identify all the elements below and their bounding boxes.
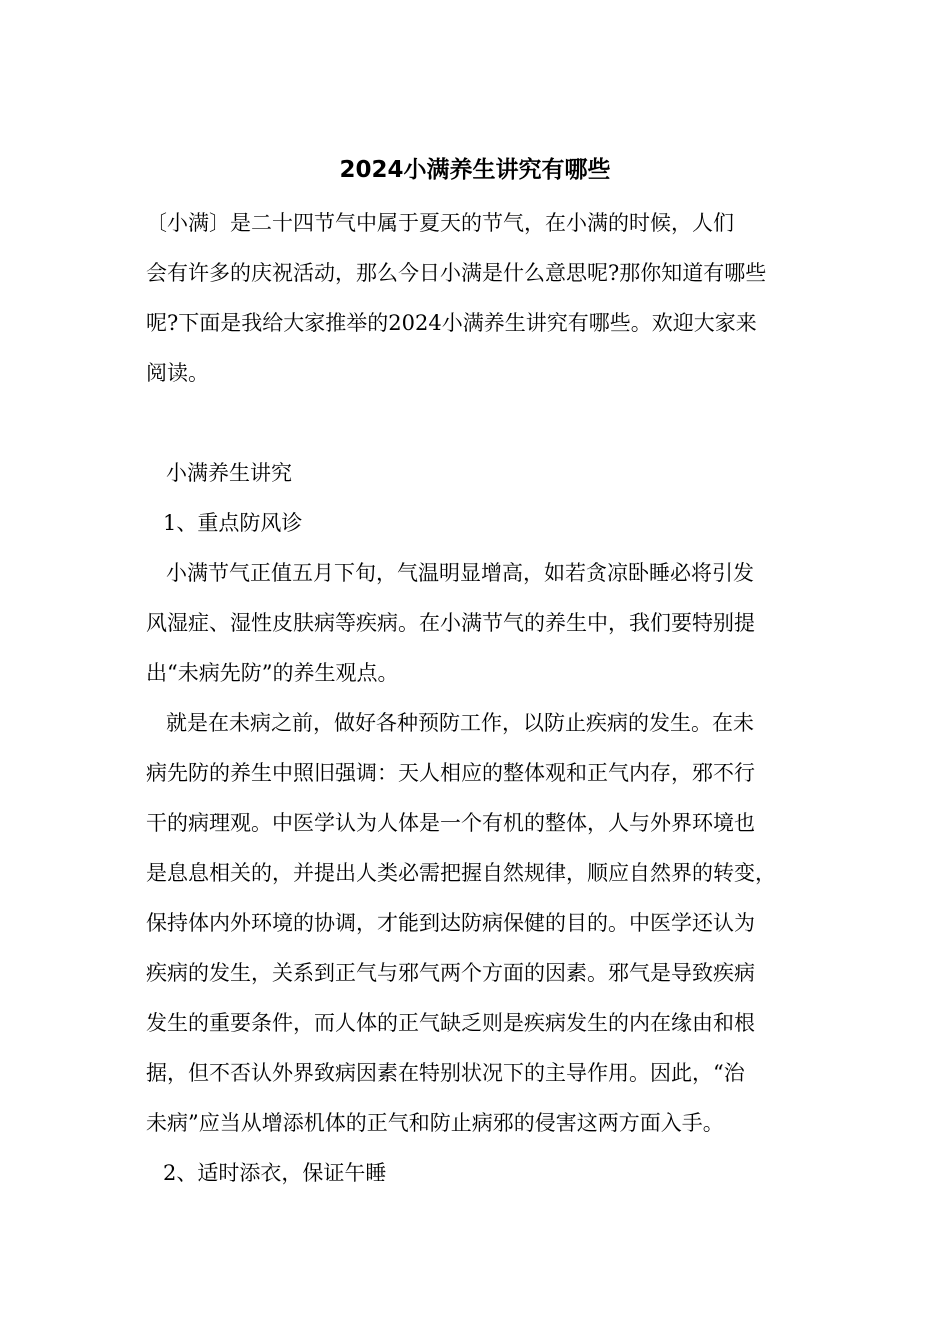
paragraph-line: 是息息相关的，并提出人类必需把握自然规律，顺应自然界的转变， (146, 861, 776, 885)
document-title: 2024小满养生讲究有哪些 (339, 157, 611, 183)
item1-heading: 1、重点防风诊 (163, 511, 303, 535)
paragraph-line: 出“未病先防”的养生观点。 (146, 661, 399, 685)
item2-heading: 2、适时添衣，保证午睡 (163, 1161, 387, 1185)
intro-line: 阅读。 (146, 361, 209, 385)
intro-line: 呢?下面是我给大家推举的2024小满养生讲究有哪些。欢迎大家来 (146, 311, 757, 335)
paragraph-line: 发生的重要条件，而人体的正气缺乏则是疾病发生的内在缘由和根 (146, 1011, 755, 1035)
intro-line: 〔小满〕是二十四节气中属于夏天的节气，在小满的时候，人们 (146, 211, 734, 235)
paragraph-line: 病先防的养生中照旧强调：天人相应的整体观和正气内存，邪不行 (146, 761, 755, 785)
paragraph-line: 未病”应当从增添机体的正气和防止病邪的侵害这两方面入手。 (146, 1111, 724, 1135)
intro-line: 会有许多的庆祝活动，那么今日小满是什么意思呢?那你知道有哪些 (146, 261, 767, 285)
section-heading: 小满养生讲究 (166, 461, 292, 485)
paragraph-line: 干的病理观。中医学认为人体是一个有机的整体，人与外界环境也 (146, 811, 755, 835)
paragraph-line: 就是在未病之前，做好各种预防工作，以防止疾病的发生。在未 (166, 711, 754, 735)
paragraph-line: 小满节气正值五月下旬，气温明显增高，如若贪凉卧睡必将引发 (166, 561, 754, 585)
paragraph-line: 风湿症、湿性皮肤病等疾病。在小满节气的养生中，我们要特别提 (146, 611, 755, 635)
paragraph-line: 疾病的发生，关系到正气与邪气两个方面的因素。邪气是导致疾病 (146, 961, 755, 985)
paragraph-line: 据，但不否认外界致病因素在特别状况下的主导作用。因此，“治 (146, 1061, 745, 1085)
paragraph-line: 保持体内外环境的协调，才能到达防病保健的目的。中医学还认为 (146, 911, 755, 935)
